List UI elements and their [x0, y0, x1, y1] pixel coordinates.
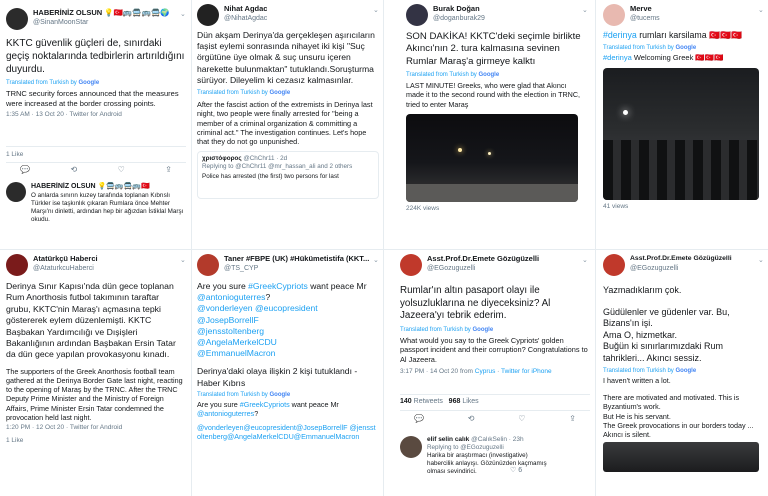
- video-thumbnail[interactable]: [406, 114, 578, 202]
- location-link[interactable]: Cyprus: [474, 368, 496, 375]
- avatar[interactable]: [6, 254, 28, 276]
- tweet-text: Rumlar'ın altın pasaport olayı ile yolsuzluklarına ne diyeceksiniz? Al Jazeera'yı tebrik ederim.: [400, 285, 551, 322]
- video-thumbnail[interactable]: [603, 68, 759, 200]
- view-count: 41 views: [603, 202, 629, 210]
- chevron-down-icon[interactable]: ⌄: [758, 257, 764, 264]
- chevron-down-icon[interactable]: ⌄: [582, 257, 588, 264]
- tweet-haberiniz-olsun[interactable]: [6, 8, 186, 248]
- chevron-down-icon[interactable]: ⌄: [180, 257, 186, 264]
- heart-icon[interactable]: ♡: [117, 165, 125, 174]
- tweet-text: SON DAKİKA! KKTC'deki seçimle birlikte Akıncı'nın 2. tura kalmasına sevinen Rumlar Maraş'a girmeye kalktı: [406, 31, 581, 67]
- hashtag-link[interactable]: #derinya: [603, 30, 637, 40]
- author-handle[interactable]: @TS_CYP: [224, 265, 259, 272]
- author-handle[interactable]: @tucems: [630, 15, 660, 22]
- tweet-merve[interactable]: [603, 4, 765, 248]
- media-thumbnail[interactable]: [603, 442, 759, 472]
- column-divider: [191, 0, 192, 496]
- author-name[interactable]: Taner #FBPE (UK) #Hükümetistifa (KKT...: [224, 254, 369, 263]
- author-handle[interactable]: @NihatAgdac: [224, 15, 268, 22]
- author-handle[interactable]: @EGozuguzelli: [630, 265, 679, 272]
- translated-label[interactable]: Translated from Turkish by Google: [197, 90, 291, 97]
- tweet-meta: 1:35 AM · 13 Oct 20 · Twitter for Android: [6, 111, 122, 119]
- author-name[interactable]: Merve: [630, 4, 652, 13]
- tweet-text: Derinya Sınır Kapısı'nda dün gece toplanan Rum Anorthosis futbol takımının taraftar grubu, KKTC'nin Maraş'ı açmasına tepki göstererek eylem düzenlemişti. KKTC Başbakan Yardımcılığı ve Dışişleri Bakanlığının ardından Başbakan Ersin Tatar da dün gece yapılan provokasyonu kınadı.: [6, 281, 176, 360]
- avatar[interactable]: [6, 182, 26, 202]
- mention-list[interactable]: @vonderleyen @eucopresident @JosepBorrellF @jensstoltenberg @AngelaMerkelCDU @EmmanuelMacron: [197, 303, 318, 359]
- column-divider: [383, 0, 384, 496]
- mention-link[interactable]: @antonioguterres: [197, 292, 266, 303]
- author-handle[interactable]: @EGozuguzelli: [427, 265, 476, 272]
- translation-text: I haven't written a lot. There are motivated and motivated. This is Byzantium's work. But He is his servant. The Greek provocations in our borders today ... Akıncı is silent.: [603, 376, 754, 440]
- view-count: 224K views: [406, 204, 440, 212]
- heart-icon[interactable]: ♡: [518, 414, 526, 423]
- tweet-text: #derinya rumları karsilama 🇹🇷🇹🇷🇹🇷: [603, 30, 742, 40]
- quoted-author: χριστόφορος: [202, 154, 242, 162]
- author-handle[interactable]: @doganburak29: [433, 15, 485, 22]
- avatar[interactable]: [400, 436, 422, 458]
- author-handle[interactable]: @CalıkSelin · 23h: [471, 436, 524, 443]
- translated-label[interactable]: Translated from Turkish by Google: [400, 326, 494, 333]
- translation-text: What would you say to the Greek Cypriots' golden passport incident and their corruption? Congratulations to Al Jazeera.: [400, 335, 588, 364]
- tweet-taner[interactable]: [197, 254, 379, 494]
- chevron-down-icon[interactable]: ⌄: [373, 7, 379, 14]
- row-divider: [0, 249, 768, 250]
- share-icon[interactable]: ⇪: [569, 414, 576, 423]
- likes-count[interactable]: 1 Like: [6, 437, 24, 445]
- tweet-burak-dogan[interactable]: [406, 4, 586, 248]
- author-name[interactable]: HABERİNİZ OLSUN 💡🚍🚌🚍🚌🇹🇷: [31, 183, 150, 190]
- chevron-down-icon[interactable]: ⌄: [373, 257, 379, 264]
- author-handle[interactable]: @SinanMoonStar: [33, 19, 89, 26]
- chevron-down-icon[interactable]: ⌄: [180, 11, 186, 18]
- tweet-meta: 1:20 PM · 12 Oct 20 · Twitter for Android: [6, 424, 123, 432]
- author-name[interactable]: Asst.Prof.Dr.Emete Gözügüzelli: [427, 254, 540, 263]
- replying-to: Replying to @ChChr11 @mr_hassan_ali and 2 others: [202, 162, 353, 170]
- author-handle[interactable]: @AtaturkcuHaberci: [33, 265, 94, 272]
- author-name[interactable]: HABERİNİZ OLSUN 💡🇹🇷🚌🚍🚌🚍🌍: [33, 8, 170, 17]
- translation-text: After the fascist action of the extremists in Derinya last night, two people were finally arrested for "being a member of a criminal organization & committing a criminal act." The investigation continues. Let's hope that they do not go unpunished.: [197, 100, 373, 147]
- replying-to: Replying to @EGozuguzelli: [427, 444, 504, 451]
- tweet-text-b: Derinya'daki olaya ilişkin 2 kişi tutuklandı - Haber Kıbrıs: [197, 366, 358, 388]
- share-icon[interactable]: ⇪: [165, 165, 172, 174]
- tweet-nihat-agdac[interactable]: [197, 4, 379, 248]
- translated-label[interactable]: Translated from Turkish by Google: [197, 391, 291, 398]
- author-name[interactable]: elif selin calık: [427, 436, 470, 443]
- retweet-icon[interactable]: ⟲: [70, 165, 78, 174]
- translation-mentions[interactable]: @vonderleyen@eucopresident@JosepBorrellF @jensstoltenberg@AngelaMerkelCDU@EmmanuelMacron: [197, 423, 376, 442]
- tweet-text: Dün akşam Derinya'da gerçekleşen aşırıcıların faşist eylemi sonrasında nihayet iki kişi "Suç örgütüne üye olmak & suç unsuru içeren harekette bulunmaktan" tutuklandı.Soruşturma sürüyor. Dileyelim ki cezasız kalmasınlar.: [197, 30, 375, 85]
- translation-text: The supporters of the Greek Anorthosis football team gathered at the Derinya Border Gate last night, reacting to the opening of Maraş by the TRNC. After the TRNC Deputy Prime Minister and the Ministry of Foreign Affairs, Prime Minister Ersin Tatar condemned the provocation held last night.: [6, 366, 183, 422]
- hashtag-link[interactable]: #GreekCypriots: [248, 281, 308, 291]
- engagement-stats[interactable]: 140 Retweets 968 Likes: [400, 398, 479, 405]
- translation-text: LAST MINUTE! Greeks, who were glad that Akıncı made it to the second round with the election in TRNC, tried to enter Maraş: [406, 81, 581, 109]
- reply-icon[interactable]: 💬: [414, 414, 424, 423]
- translation-text: #derinya Welcoming Greek 🇹🇷🇹🇷🇹🇷: [603, 53, 724, 62]
- translated-label[interactable]: Translated from Turkish by Google: [406, 72, 500, 79]
- tweet-emete-gozuguzelli[interactable]: [400, 254, 590, 494]
- quoted-tweet[interactable]: [197, 151, 379, 199]
- tweet-text: O anlarda sınırın kuzey tarafında toplanan Kıbrıslı Türkler ise taşkınlık çıkaran Rumlara önce Mehter Marşı'nı dinletti, ardından hep bir ağızdan İstiklal Marşı okudu.: [31, 192, 184, 223]
- reply-tweet[interactable]: [400, 436, 590, 476]
- retweet-icon[interactable]: ⟲: [467, 414, 475, 423]
- reply-icon[interactable]: 💬: [20, 165, 30, 174]
- author-name[interactable]: Burak Doğan: [433, 4, 480, 13]
- tweet-text: Are you sure #GreekCypriots want peace Mr @antonioguterres?: [197, 281, 367, 303]
- tweet-meta: 3:17 PM · 14 Oct 20 from Cyprus · Twitter for iPhone: [400, 368, 552, 375]
- tweet-emete-gozuguzelli-2[interactable]: [603, 254, 765, 494]
- chevron-down-icon[interactable]: ⌄: [758, 7, 764, 14]
- tweet-text: Yazmadıklarım çok. Güdülenler ve güdenler var. Bu, Bizans'ın işi. Ama O, hizmetkar. Buğün ki sınırlarımızdaki Rum tahrikleri... Akıncı sessiz.: [603, 285, 730, 363]
- quoted-text: Police has arrested (the first) two persons for last: [202, 172, 339, 180]
- author-name[interactable]: Asst.Prof.Dr.Emete Gözügüzelli: [630, 255, 732, 262]
- author-name[interactable]: Nihat Agdac: [224, 4, 268, 13]
- source-link[interactable]: Twitter for iPhone: [501, 368, 552, 375]
- likes-count[interactable]: 1 Like: [6, 151, 24, 158]
- tweet-ataturkcu-haberci[interactable]: [6, 254, 186, 494]
- reply-tweet[interactable]: [6, 182, 186, 224]
- quoted-handle: @ChChr11 · 2d: [243, 154, 288, 162]
- reply-likes[interactable]: ♡ 6: [510, 467, 523, 474]
- translation-text: Are you sure #GreekCypriots want peace Mr @antonioguterres?: [197, 399, 339, 419]
- translated-label[interactable]: Translated from Turkish by Google: [603, 368, 697, 374]
- avatar[interactable]: [6, 8, 28, 30]
- chevron-down-icon[interactable]: ⌄: [582, 7, 588, 14]
- tweet-text: KKTC güvenlik güçleri de, sınırdaki geçiş noktalarında tedbirlerin artırıldığını duyurdu.: [6, 38, 185, 75]
- tweet-text: Harika bir araştırmacı (investigative) habercilik anlayışı. Gözünüzden kaçmamış olması sevindirici.: [427, 452, 547, 475]
- column-divider: [595, 0, 596, 496]
- translated-label[interactable]: Translated from Turkish by Google: [603, 45, 697, 51]
- translated-label[interactable]: Translated from Turkish by Google: [6, 80, 100, 86]
- author-name[interactable]: Atatürkçü Haberci: [33, 254, 98, 263]
- translation-text: TRNC security forces announced that the measures were increased at the border crossing points.: [6, 89, 179, 108]
